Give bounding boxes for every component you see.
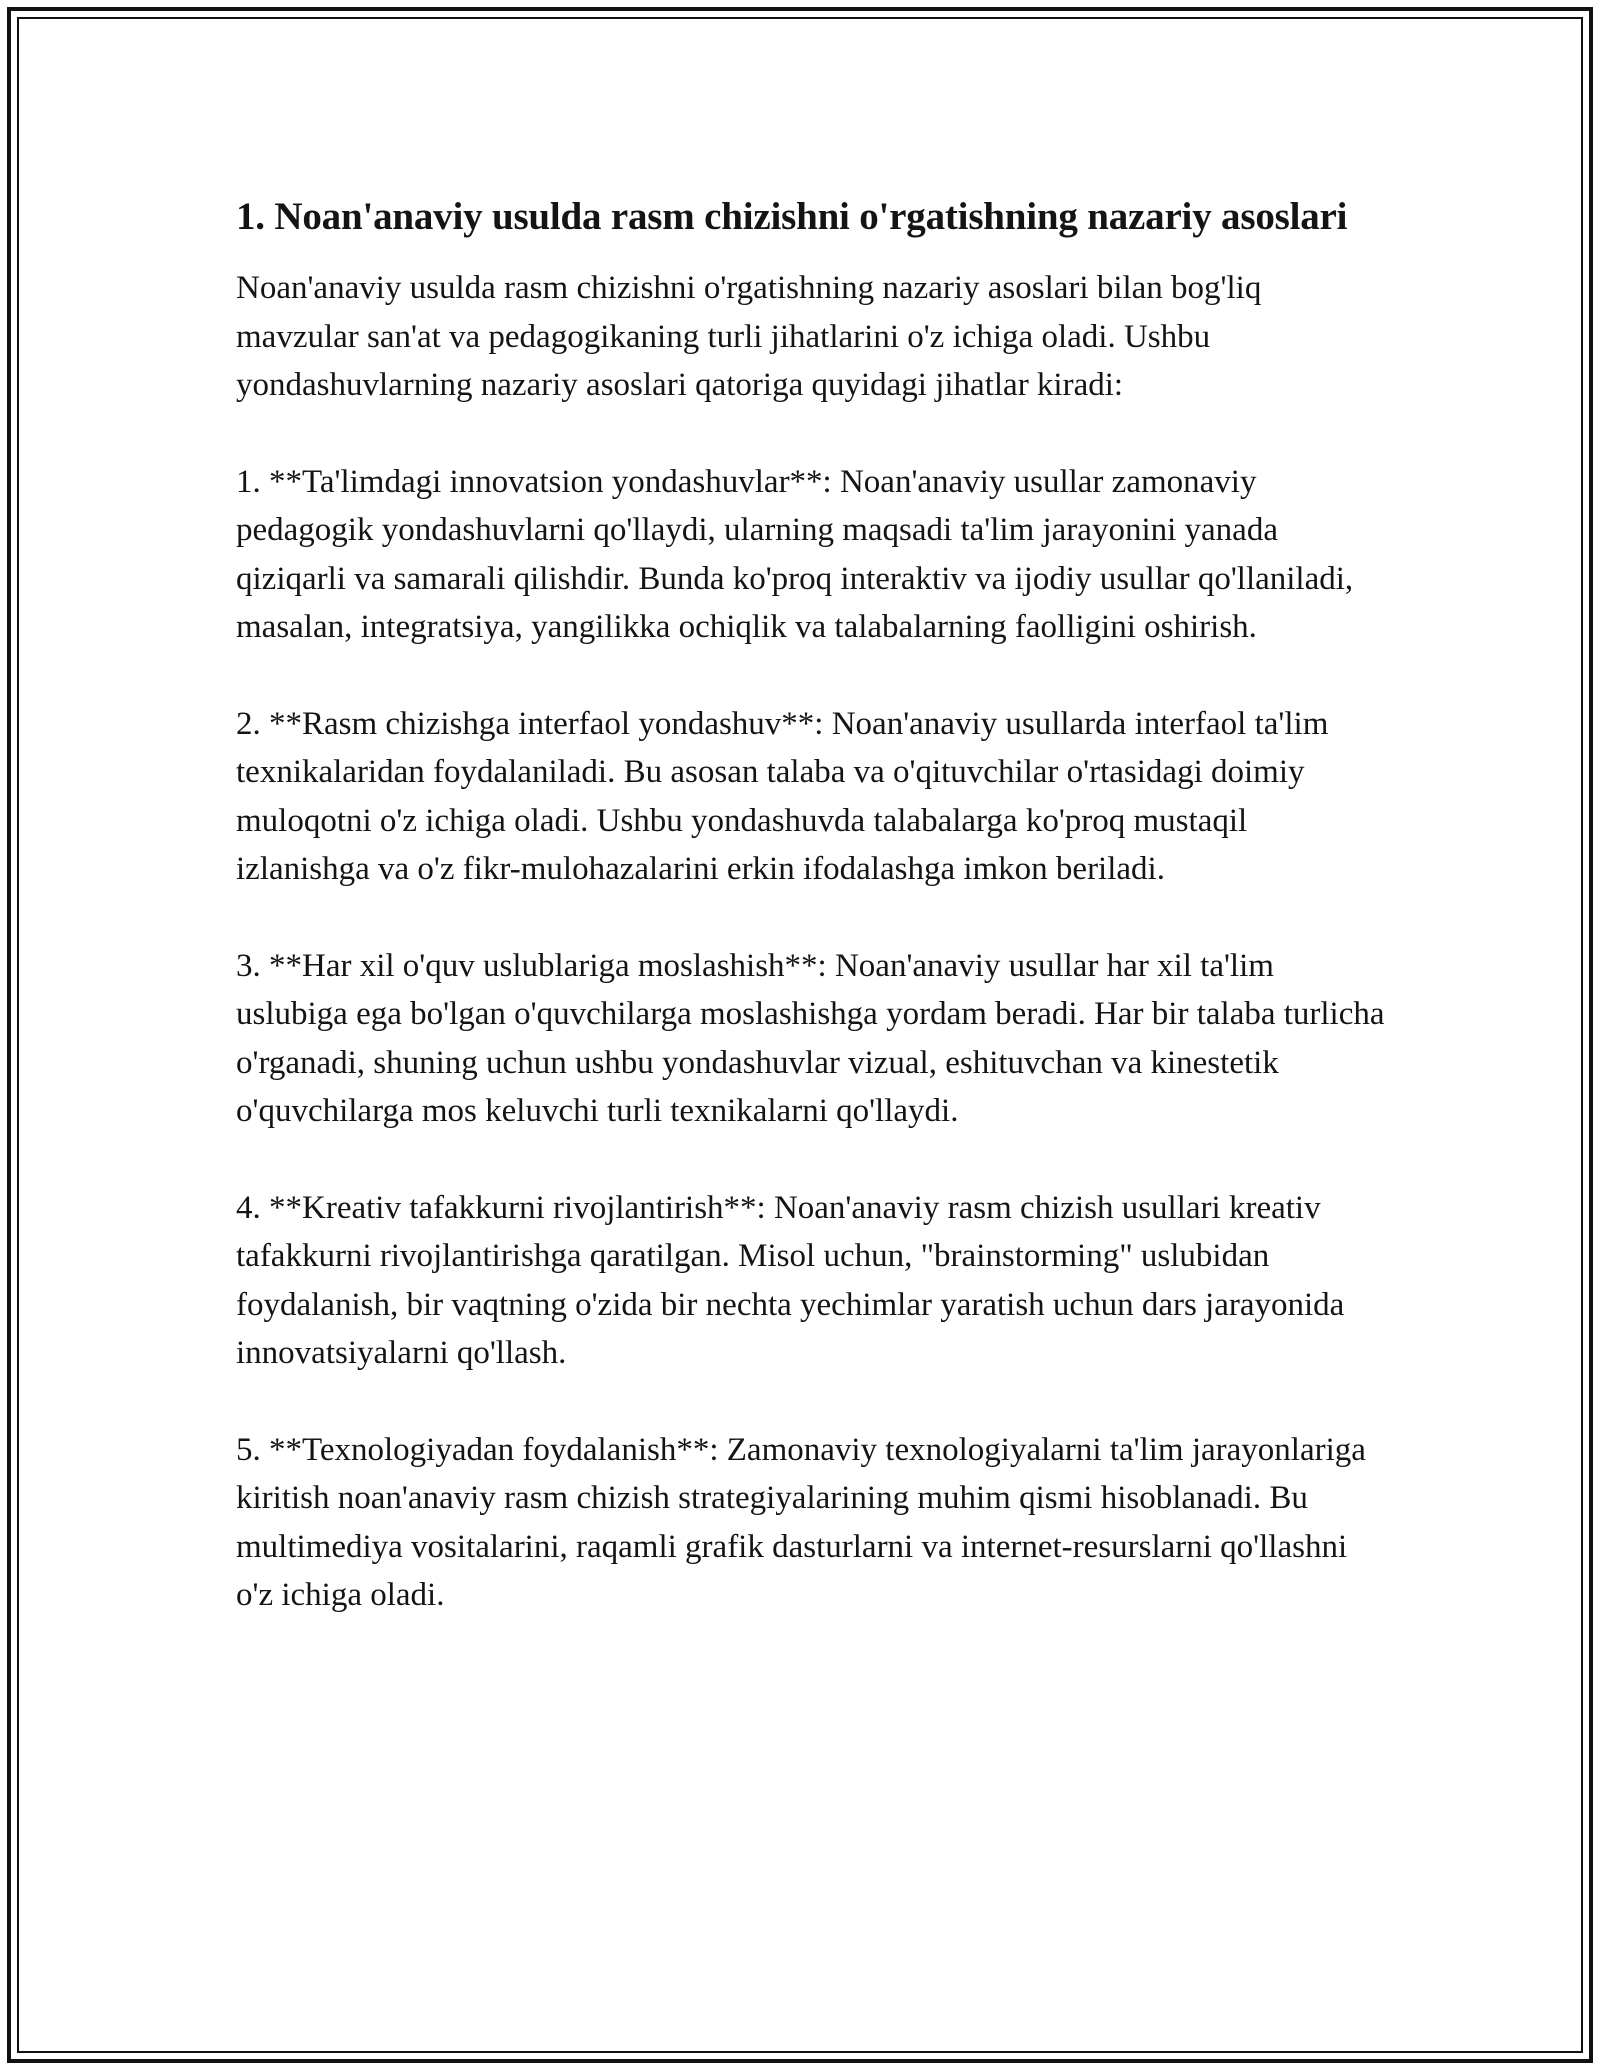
- list-item-interactive-approach: 2. **Rasm chizishga interfaol yondashuv**: Noan'anaviy usullarda interfaol ta'lim texnikalaridan foydalaniladi. Bu asosan talaba va o'qituvchilar o'rtasidagi doimiy muloqotni o'z ichiga oladi. Ushbu yondashuvda talabalarga ko'proq mustaqil izlanishga va o'z fikr-mulohazalarini erkin ifodalashga imkon beriladi.: [236, 705, 1329, 887]
- document-body: [236, 190, 1386, 1668]
- section-heading: 1. Noan'anaviy usulda rasm chizishni o'rgatishning nazariy asoslari: [236, 195, 1348, 238]
- intro-paragraph: Noan'anaviy usulda rasm chizishni o'rgatishning nazariy asoslari bilan bog'liq mavzular san'at va pedagogikaning turli jihatlarini o'z ichiga oladi. Ushbu yondashuvlarning nazariy asoslari qatoriga quyidagi jihatlar kiradi:: [236, 270, 1262, 403]
- list-item-innovative-approaches: 1. **Ta'limdagi innovatsion yondashuvlar**: Noan'anaviy usullar zamonaviy pedagogik yondashuvlarni qo'llaydi, ularning maqsadi ta'lim jarayonini yanada qiziqarli va samarali qilishdir. Bunda ko'proq interaktiv va ijodiy usullar qo'llaniladi, masalan, integratsiya, yangilikka ochiqlik va talabalarning faolligini oshirish.: [236, 463, 1354, 645]
- list-item-creative-thinking: 4. **Kreativ tafakkurni rivojlantirish**: Noan'anaviy rasm chizish usullari kreativ tafakkurni rivojlantirishga qaratilgan. Misol uchun, "brainstorming" uslubidan foydalanish, bir vaqtning o'zida bir nechta yechimlar yaratish uchun dars jarayonida innovatsiyalarni qo'llash.: [236, 1189, 1345, 1371]
- list-item-learning-styles: 3. **Har xil o'quv uslublariga moslashish**: Noan'anaviy usullar har xil ta'lim uslubiga ega bo'lgan o'quvchilarga moslashishga yordam beradi. Har bir talaba turlicha o'rganadi, shuning uchun ushbu yondashuvlar vizual, eshituvchan va kinestetik o'quvchilarga mos keluvchi turli texnikalarni qo'llaydi.: [236, 947, 1385, 1129]
- list-item-technology-use: 5. **Texnologiyadan foydalanish**: Zamonaviy texnologiyalarni ta'lim jarayonlariga kiritish noan'anaviy rasm chizish strategiyalarining muhim qismi hisoblanadi. Bu multimediya vositalarini, raqamli grafik dasturlarni va internet-resurslarni qo'llashni o'z ichiga oladi.: [236, 1431, 1366, 1613]
